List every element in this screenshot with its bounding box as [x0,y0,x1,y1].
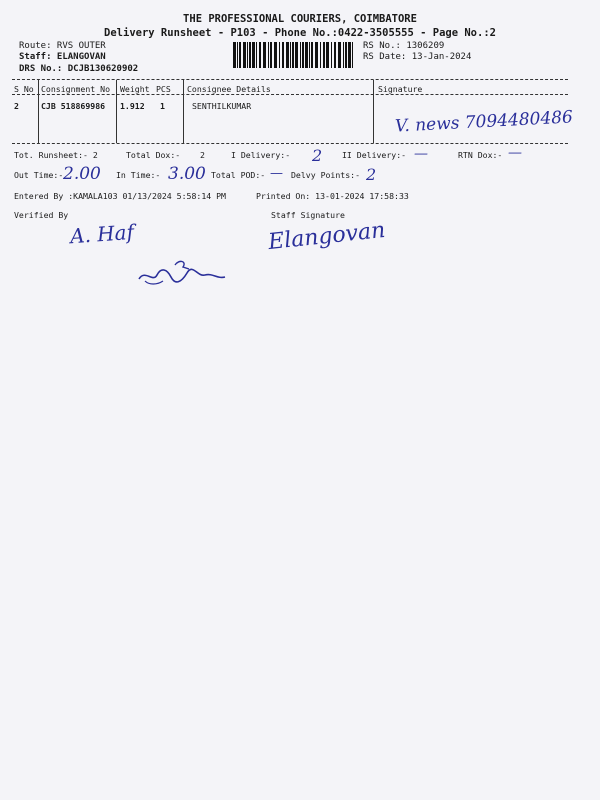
cell-consignee: SENTHILKUMAR [192,101,252,111]
runsheet-title: Delivery Runsheet - P103 - Phone No.:0422-3505555 - Page No.:2 [104,27,496,39]
company-title: THE PROFESSIONAL COURIERS, COIMBATORE [183,13,417,25]
staff-handwritten-signature: Elangovan [267,217,387,256]
route-label: Route: RVS OUTER [19,41,106,51]
column-divider [116,80,117,143]
col-header-signature: Signature [378,84,423,94]
verified-by-label: Verified By [14,210,69,220]
col-header-consignment: Consignment No [41,84,111,94]
entered-by: Entered By :KAMALA103 01/13/2024 5:58:14 PM [14,191,226,201]
total-dox-value: 2 [200,150,205,160]
cell-sno: 2 [14,101,19,111]
tot-runsheet: Tot. Runsheet:- 2 [14,150,98,160]
staff-label: Staff: ELANGOVAN [19,52,106,62]
ii-delivery-value: — [414,146,428,162]
rs-number: RS No.: 1306209 [363,41,445,51]
printed-on: Printed On: 13-01-2024 17:58:33 [256,191,409,201]
total-dox-label: Total Dox:- [126,150,181,160]
barcode-image [233,42,355,68]
table-header-rule [12,94,568,95]
rs-date: RS Date: 13-Jan-2024 [363,52,472,62]
i-delivery-label: I Delivery:- [231,150,291,160]
col-header-consignee: Consignee Details [187,84,271,94]
total-pod-label: Total POD:- [211,170,266,180]
out-time-label: Out Time:- [14,170,64,180]
col-header-weight: Weight [120,84,150,94]
table-bottom-rule [12,143,568,144]
i-delivery-value: 2 [312,146,323,165]
col-header-pcs: PCS [156,84,171,94]
column-divider [183,80,184,143]
col-header-sno: S No [14,84,34,94]
out-time-value: 2.00 [63,164,101,184]
rtn-dox-label: RTN Dox:- [458,150,503,160]
rtn-dox-value: — [508,145,522,161]
staff-signature-label: Staff Signature [271,210,345,220]
column-divider [38,80,39,143]
table-top-rule [12,79,568,80]
delvy-points-value: 2 [366,165,377,184]
total-pod-value: — [270,166,283,181]
column-divider [373,80,374,143]
in-time-value: 3.00 [168,164,206,184]
extra-handwritten-scribble [135,255,230,289]
verifier-handwritten-signature: A. Haf [69,219,135,249]
cell-consignment-no: CJB 518869986 [41,101,106,111]
ii-delivery-label: II Delivery:- [342,150,407,160]
drs-number: DRS No.: DCJB130620902 [19,64,139,74]
handwritten-receiver-signature: V. news 7094480486 [394,107,574,137]
in-time-label: In Time:- [116,170,161,180]
cell-pcs: 1 [160,101,165,111]
delvy-points-label: Delvy Points:- [291,170,361,180]
cell-weight: 1.912 [120,101,145,111]
